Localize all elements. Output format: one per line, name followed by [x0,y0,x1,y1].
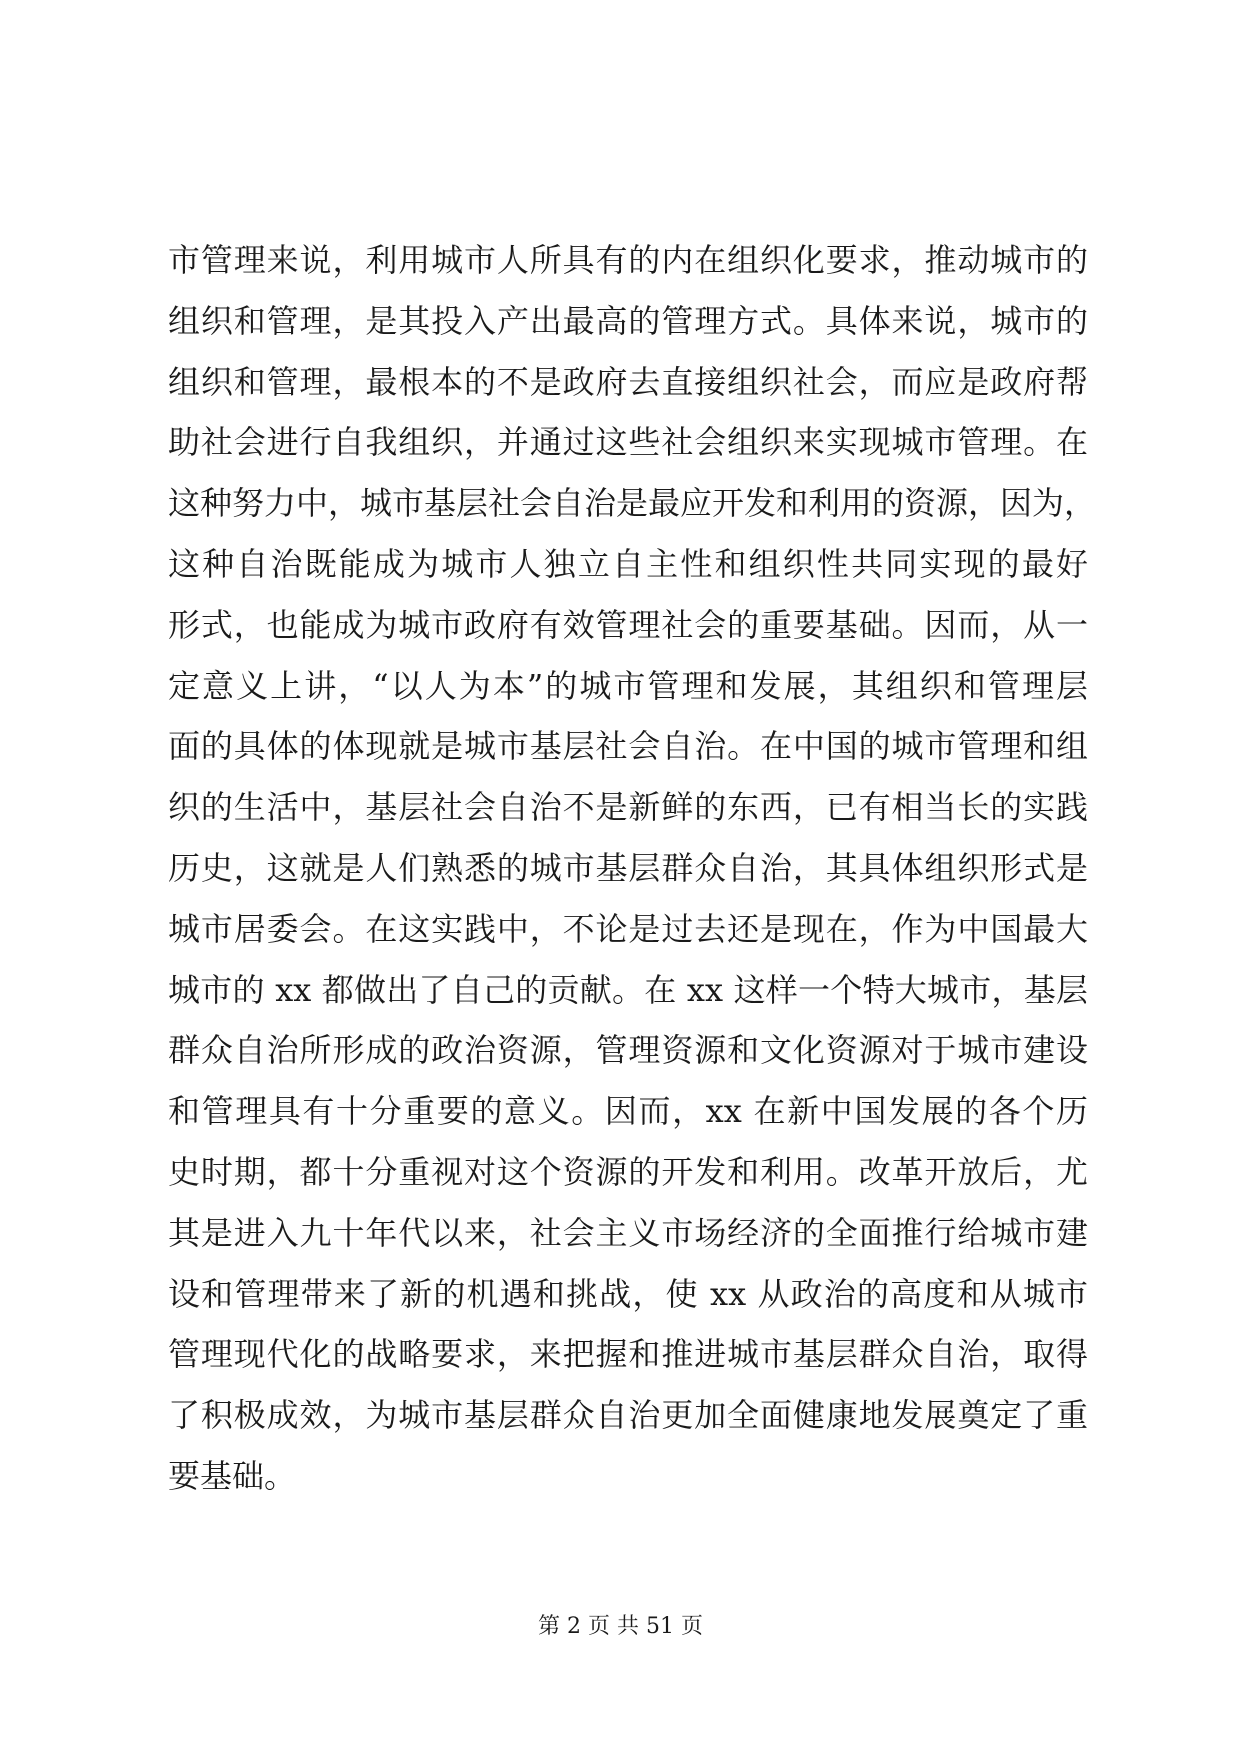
text-line: 定意义上讲，“以人为本”的城市管理和发展，其组织和管理层 [168,666,1088,705]
text-line: 其是进入九十年代以来，社会主义市场经济的全面推行给城市建 [168,1213,1088,1252]
page-number-footer: 第 2 页 共 51 页 [538,1614,703,1639]
text-line: 设和管理带来了新的机遇和挑战，使 xx 从政治的高度和从城市 [168,1274,1088,1313]
text-line: 城市居委会。在这实践中，不论是过去还是现在，作为中国最大 [168,909,1088,948]
text-line: 了积极成效，为城市基层群众自治更加全面健康地发展奠定了重 [168,1396,1088,1435]
text-line: 组织和管理，最根本的不是政府去直接组织社会，而应是政府帮 [168,362,1088,401]
body-paragraph [168,230,1097,1507]
text-line: 城市的 xx 都做出了自己的贡献。在 xx 这样一个特大城市，基层 [168,970,1088,1009]
text-line: 助社会进行自我组织，并通过这些社会组织来实现城市管理。在 [168,423,1088,462]
text-line: 史时期，都十分重视对这个资源的开发和利用。改革开放后，尤 [168,1152,1088,1191]
text-line: 组织和管理，是其投入产出最高的管理方式。具体来说，城市的 [168,301,1088,340]
text-line: 群众自治所形成的政治资源，管理资源和文化资源对于城市建设 [168,1031,1088,1070]
text-line: 管理现代化的战略要求，来把握和推进城市基层群众自治，取得 [168,1335,1088,1374]
text-line: 形式，也能成为城市政府有效管理社会的重要基础。因而，从一 [168,605,1088,644]
text-line: 面的具体的体现就是城市基层社会自治。在中国的城市管理和组 [168,727,1088,766]
text-line-last: 要基础。 [168,1456,297,1495]
text-line: 这种努力中，城市基层社会自治是最应开发和利用的资源，因为， [168,484,1097,523]
text-line: 历史，这就是人们熟悉的城市基层群众自治，其具体组织形式是 [168,848,1088,887]
text-line: 这种自治既能成为城市人独立自主性和组织性共同实现的最好 [168,544,1088,583]
text-line: 织的生活中，基层社会自治不是新鲜的东西，已有相当长的实践 [168,788,1088,827]
text-line: 市管理来说，利用城市人所具有的内在组织化要求，推动城市的 [168,241,1088,279]
text-line: 和管理具有十分重要的意义。因而，xx 在新中国发展的各个历 [168,1092,1088,1131]
